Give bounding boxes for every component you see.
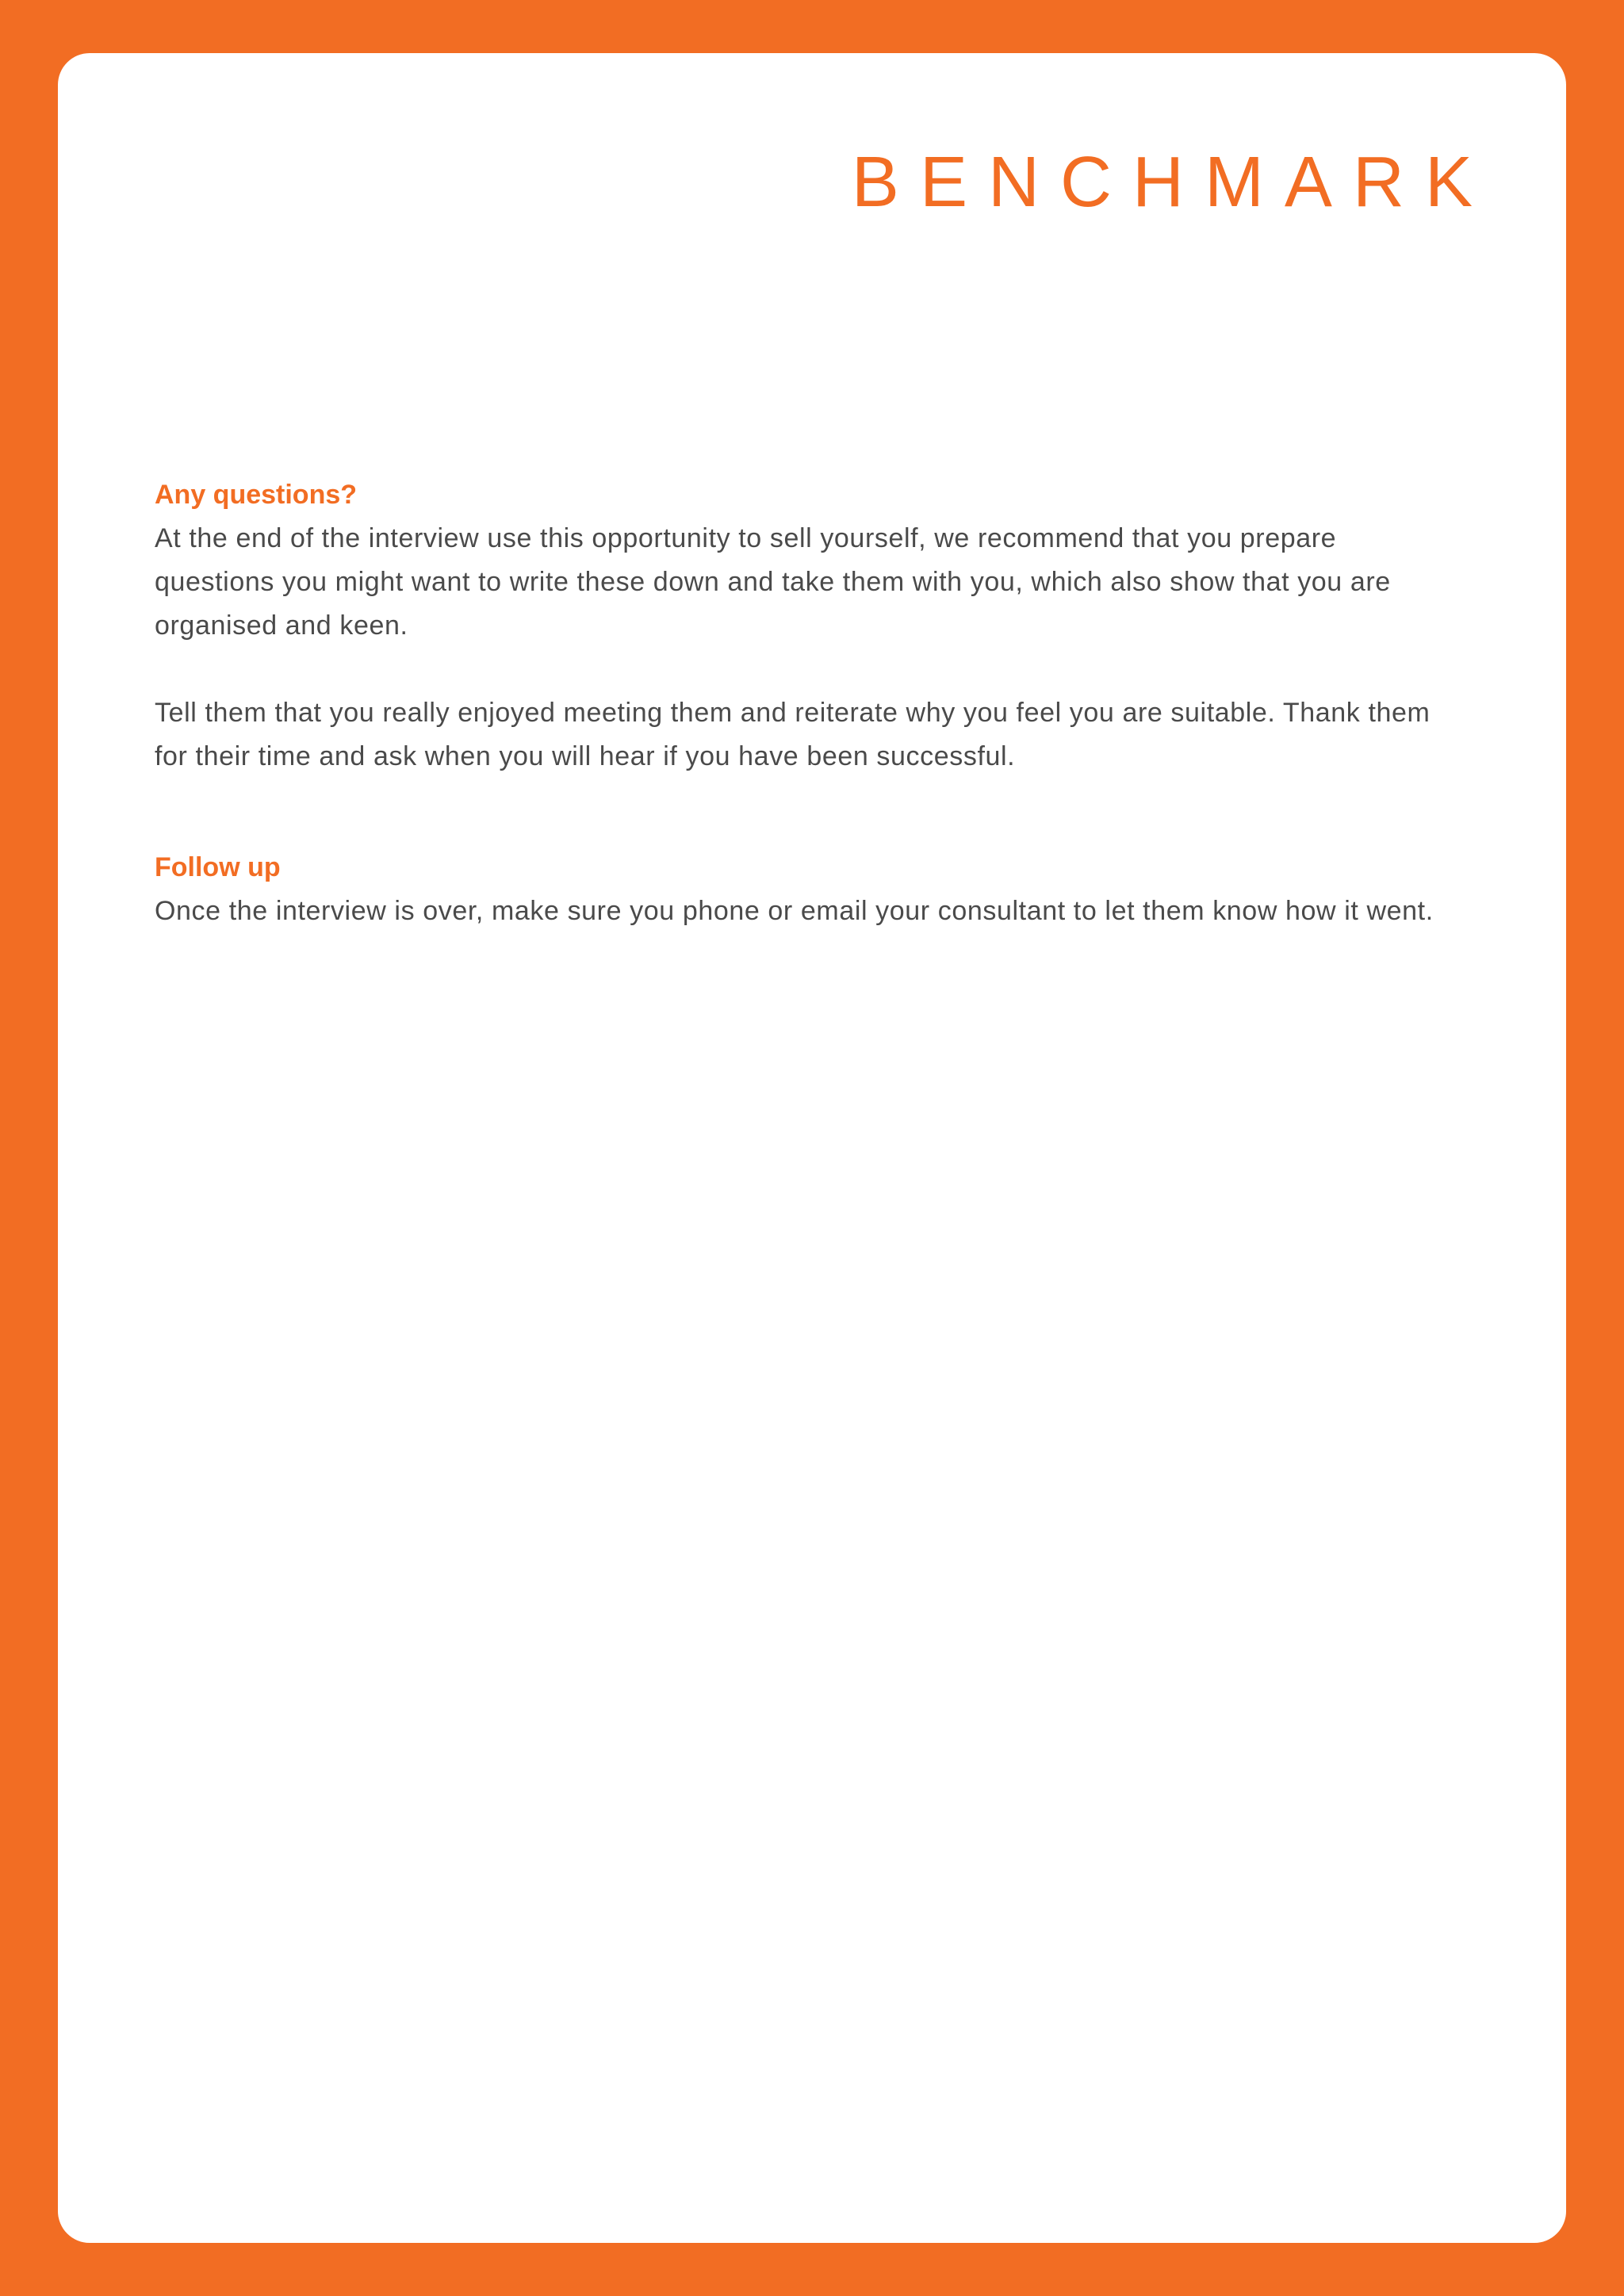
benchmark-logo: BENCHMARK: [851, 143, 1493, 222]
content-body: [155, 473, 1455, 933]
section-any-questions: [155, 473, 1455, 779]
page-card: [58, 53, 1566, 2243]
section-heading: Follow up: [155, 852, 281, 882]
section-paragraph: Tell them that you really enjoyed meeting them and reiterate why you feel you are suitable. Thank them for their time and ask when you will hear if you have been successful.: [155, 698, 1431, 771]
section-heading: Any questions?: [155, 480, 358, 510]
section-paragraph: At the end of the interview use this opportunity to sell yourself, we recommend that you prepare questions you might want to write these down and take them with you, which also show that you are organised and keen.: [155, 523, 1391, 641]
section-follow-up: [155, 845, 1455, 933]
section-paragraph: Once the interview is over, make sure you phone or email your consultant to let them know how it went.: [155, 896, 1434, 926]
